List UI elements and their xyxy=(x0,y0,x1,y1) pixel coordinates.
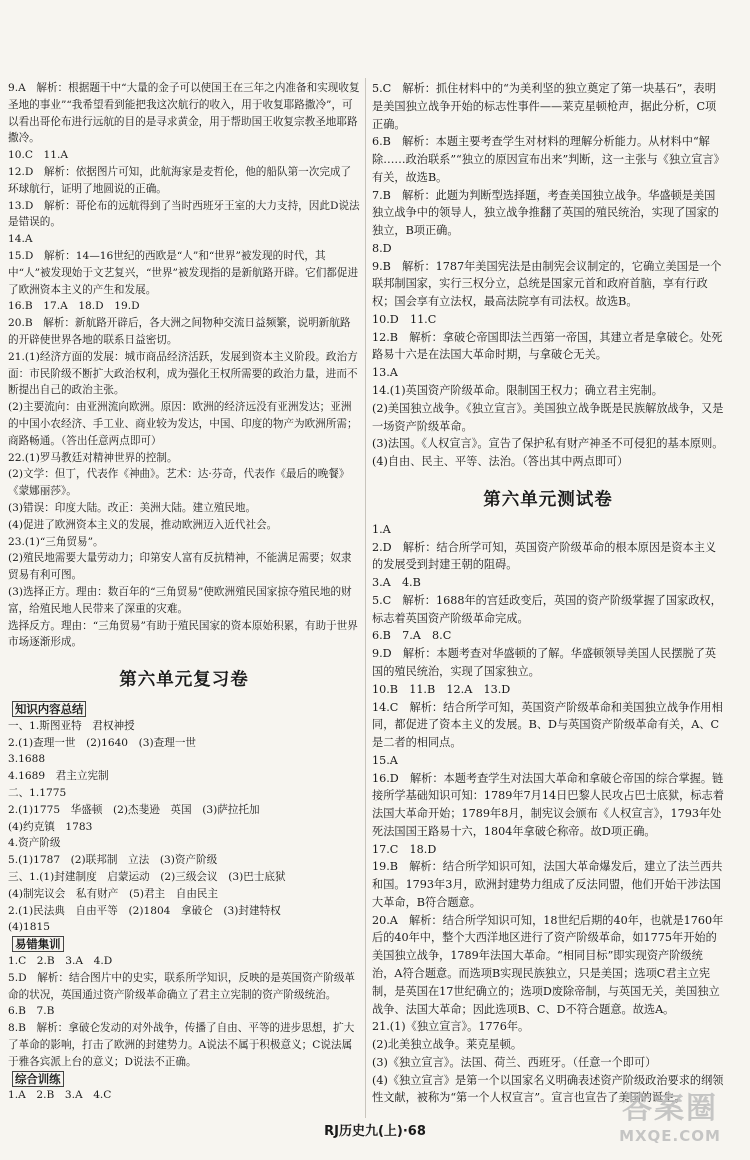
test-item: 20.A 解析：结合所学知识可知，18世纪后期的40年，也就是1760年后的40年中，整个大西洋地区进行了资产阶级革命，如1775年开始的美国独立战争，1789年法国大革命。“相同目标”即实现资产阶级统治，A符合题意。而选项B实现民族独立，只是美国；选项C君主立宪制，是英国在17世纪确立的；选项D废除帝制，与英国无关，美国独立战争、法国大革命；因此选项B、C、D不符合题意。故选A。 xyxy=(372,913,724,1016)
right-answer-list xyxy=(372,80,724,471)
test-answer-list xyxy=(372,521,724,1107)
knowledge-item: 2.(1)1775 华盛顿 (2)杰斐逊 英国 (3)萨拉托加 xyxy=(8,803,260,816)
answer-item: 23.(1)“三角贸易”。 xyxy=(8,535,104,548)
answer-item: 10.C 11.A xyxy=(8,149,69,162)
answer-item: (3)选择正方。理由：数百年的“三角贸易”使欧洲殖民国家掠夺殖民地的财富，给殖民地人民带来了深重的灾难。 xyxy=(8,585,352,615)
knowledge-item: 三、1.(1)封建制度 启蒙运动 (2)三级会议 (3)巴士底狱 xyxy=(8,871,286,884)
answer-item: 14.A xyxy=(8,233,33,246)
page-footer: RJ历史九(上)·68 xyxy=(324,1124,426,1139)
answer-item: (2)主要流向：由亚洲流向欧洲。原因：欧洲的经济远没有亚洲发达；亚洲的中国小农经济、手工业、商业较为发达，中国、印度的物产为欧洲所需；商路畅通。（答出任意两点即可） xyxy=(8,401,358,447)
knowledge-item: (4)1815 xyxy=(8,921,50,934)
knowledge-item: 5.(1)1787 (2)联邦制 立法 (3)资产阶级 xyxy=(8,854,218,867)
answer-item: (2)殖民地需要大量劳动力；印第安人富有反抗精神，不能满足需要；奴隶贸易有利可图。 xyxy=(8,552,352,582)
error-item: 5.D 解析：结合图片中的史实，联系所学知识，反映的是英国资产阶级革命的状况，英国通过资产阶级革命确立了君主立宪制的资产阶级统治。 xyxy=(8,971,356,1001)
error-item: 8.B 解析：拿破仑发动的对外战争，传播了自由、平等的进步思想，扩大了革命的影响，打击了欧洲的封建势力。A说法不属于积极意义；C说法属于雅各宾派上台的意义；D说法不正确。 xyxy=(8,1022,355,1068)
knowledge-item: 一、1.斯图亚特 君权神授 xyxy=(8,719,135,732)
test-item: 17.C 18.D xyxy=(372,842,437,856)
answer-item: 7.B 解析：此题为判断型选择题，考查美国独立战争。华盛顿是美国独立战争中的领导人，独立战争推翻了英国的殖民统治，实现了国家的独立，B项正确。 xyxy=(372,188,719,238)
answer-item: (3)错误：印度大陆。改正：美洲大陆。建立殖民地。 xyxy=(8,501,257,514)
knowledge-item: 2.(1)查理一世 (2)1640 (3)查理一世 xyxy=(8,736,197,749)
test-item: 9.D 解析：本题考查对华盛顿的了解。华盛顿领导美国人民摆脱了英国的殖民统治，实现了国家独立。 xyxy=(372,647,717,678)
section-knowledge-heading: 知识内容总结 xyxy=(12,701,86,717)
knowledge-item: (4)制宪议会 私有财产 (5)君主 自由民主 xyxy=(8,887,219,900)
test-item: 1.A xyxy=(372,522,391,536)
answer-item: 16.B 17.A 18.D 19.D xyxy=(8,300,140,313)
answer-item: 14.(1)英国资产阶级革命。限制国王权力；确立君主宪制。 xyxy=(372,384,663,398)
answer-item: 22.(1)罗马教廷对精神世界的控制。 xyxy=(8,451,178,464)
answer-item: 12.D 解析：依据图片可知，此航海家是麦哲伦，他的船队第一次完成了环球航行，证明了地圆说的正确。 xyxy=(8,165,352,195)
answer-item: 13.D 解析：哥伦布的远航得到了当时西班牙王室的大力支持，因此D说法是错误的。 xyxy=(8,199,360,229)
answer-item: 20.B 解析：新航路开辟后，各大洲之间物种交流日益频繁，说明新航路的开辟使世界各地的联系日益密切。 xyxy=(8,317,351,346)
comprehensive-list xyxy=(8,1087,360,1104)
answer-item: 12.B 解析：拿破仑帝国即法兰西第一帝国，其建立者是拿破仑。处死路易十六是在法国大革命时期，与拿破仑无关。 xyxy=(372,330,723,362)
knowledge-item: 4.资产阶级 xyxy=(8,837,61,850)
test-item: (4)《独立宣言》是第一个以国家名义明确表述资产阶级政治要求的纲领性文献，被称为“第一个人权宣言”。宣言也宣告了美国的诞生。 xyxy=(372,1073,724,1105)
answer-item: (4)自由、民主、平等、法治。（答出其中两点即可） xyxy=(372,455,629,469)
left-column xyxy=(8,80,360,1104)
answer-item: (3)法国。《人权宣言》。宣告了保护私有财产神圣不可侵犯的基本原则。 xyxy=(372,437,724,451)
test-item: 10.B 11.B 12.A 13.D xyxy=(372,682,511,696)
test-item: 3.A 4.B xyxy=(372,576,421,590)
right-column xyxy=(372,80,724,1107)
test-item: 2.D 解析：结合所学可知，英国资产阶级革命的根本原因是资本主义的发展受到封建王朝的阻碍。 xyxy=(372,540,717,572)
knowledge-list xyxy=(8,718,360,936)
test-item: 19.B 解析：结合所学知识可知，法国大革命爆发后，建立了法兰西共和国。1793年3月，欧洲封建势力组成了反法同盟，他们开始干涉法国大革命，B符合题意。 xyxy=(372,860,723,909)
answer-item: 15.D 解析：14—16世纪的西欧是“人”和“世界”被发现的时代，其中“人”被发现始于文艺复兴，“世界”被发现指的是新航路开辟。它们都促进了欧洲资本主义的产生和发展。 xyxy=(8,249,359,296)
knowledge-item: 2.(1)民法典 自由平等 (2)1804 拿破仑 (3)封建特权 xyxy=(8,904,281,917)
answer-item: (2)美国独立战争。《独立宣言》。美国独立战争既是民族解放战争，又是一场资产阶级革命。 xyxy=(372,401,724,433)
answer-item: 10.D 11.C xyxy=(372,312,437,326)
knowledge-item: 3.1688 xyxy=(8,753,46,766)
answer-item: 6.B 解析：本题主要考查学生对材料的理解分析能力。从材料中“解除……政治联系”“独立的原因宣布出来”判断，这一主张与《独立宣言》有关，故选B。 xyxy=(372,135,720,184)
section-comprehensive-heading: 综合训练 xyxy=(12,1071,64,1087)
answer-item: 5.C 解析：抓住材料中的“为美利坚的独立奠定了第一块基石”，表明是美国独立战争开始的标志性事件——莱克星顿枪声，据此分析，C项正确。 xyxy=(372,82,717,131)
left-answer-list xyxy=(8,80,360,651)
review-title: 第六单元复习卷 xyxy=(119,670,249,691)
test-title: 第六单元测试卷 xyxy=(483,489,613,510)
test-item: (2)北美独立战争。莱克星顿。 xyxy=(372,1038,523,1052)
error-item: 1.C 2.B 3.A 4.D xyxy=(8,955,113,968)
answer-item: (2)文学：但丁，代表作《神曲》。艺术：达·芬奇，代表作《最后的晚餐》《蒙娜丽莎》。 xyxy=(8,468,350,498)
answer-item: 9.A 解析：根据题干中“大量的金子可以使国王在三年之内准备和实现收复圣地的事业”“我希望看到能把我这次航行的收入，用于收复耶路撒冷”，可以看出哥伦布进行远航的目的是寻求黄金，用于帮助国王收复宗教圣地耶路撒冷。 xyxy=(8,82,360,145)
test-item: 6.B 7.A 8.C xyxy=(372,629,452,643)
comprehensive-item: 1.A 2.B 3.A 4.C xyxy=(8,1089,112,1102)
test-item: (3)《独立宣言》。法国、荷兰、西班牙。（任意一个即可） xyxy=(372,1055,657,1069)
knowledge-item: (4)约克镇 1783 xyxy=(8,820,93,833)
test-item: 15.A xyxy=(372,753,398,767)
answer-item: 21.(1)经济方面的发展：城市商品经济活跃，发展到资本主义阶段。政治方面：市民阶级不断扩大政治权利，成为强化王权所需要的政治力量，进而不断提出自己的政治主张。 xyxy=(8,350,358,397)
column-divider xyxy=(365,78,366,1118)
test-item: 5.C 解析：1688年的宫廷政变后，英国的资产阶级掌握了国家政权，标志着英国资产阶级革命完成。 xyxy=(372,593,722,625)
answer-item: 9.B 解析：1787年美国宪法是由制宪会议制定的，它确立美国是一个联邦制国家，实行三权分立，总统是国家元首和政府首脑，享有行政权；国会享有立法权，最高法院享有司法权。故选B。 xyxy=(372,259,722,309)
test-item: 16.D 解析：本题考查学生对法国大革命和拿破仑帝国的综合掌握。链接所学基础知识可知：1789年7月14日巴黎人民攻占巴士底狱，标志着法国大革命开始；1789年8月，制宪议会颁布《人权宣言》，1793年处死法国国王路易十六，1804年拿破仑称帝。故D项正确。 xyxy=(372,771,724,838)
errors-list xyxy=(8,953,360,1071)
knowledge-item: 二、1.1775 xyxy=(8,787,67,800)
answer-item: 8.D xyxy=(372,241,392,255)
test-item: 21.(1)《独立宣言》。1776年。 xyxy=(372,1020,530,1034)
answer-item: 13.A xyxy=(372,366,398,380)
section-errors-heading: 易错集训 xyxy=(12,936,64,952)
answer-item: (4)促进了欧洲资本主义的发展，推动欧洲迈入近代社会。 xyxy=(8,518,278,531)
answer-item: 选择反方。理由：“三角贸易”有助于殖民国家的资本原始积累，有助于世界市场逐渐形成。 xyxy=(8,619,358,649)
test-item: 14.C 解析：结合所学可知，英国资产阶级革命和美国独立战争作用相同，都促进了资本主义的发展。B、D与英国资产阶级革命有关，A、C是二者的相同点。 xyxy=(372,700,723,750)
watermark-logo: 答案圈 MXQE.COM xyxy=(619,1091,721,1145)
error-item: 6.B 7.B xyxy=(8,1005,55,1018)
knowledge-item: 4.1689 君主立宪制 xyxy=(8,770,109,783)
